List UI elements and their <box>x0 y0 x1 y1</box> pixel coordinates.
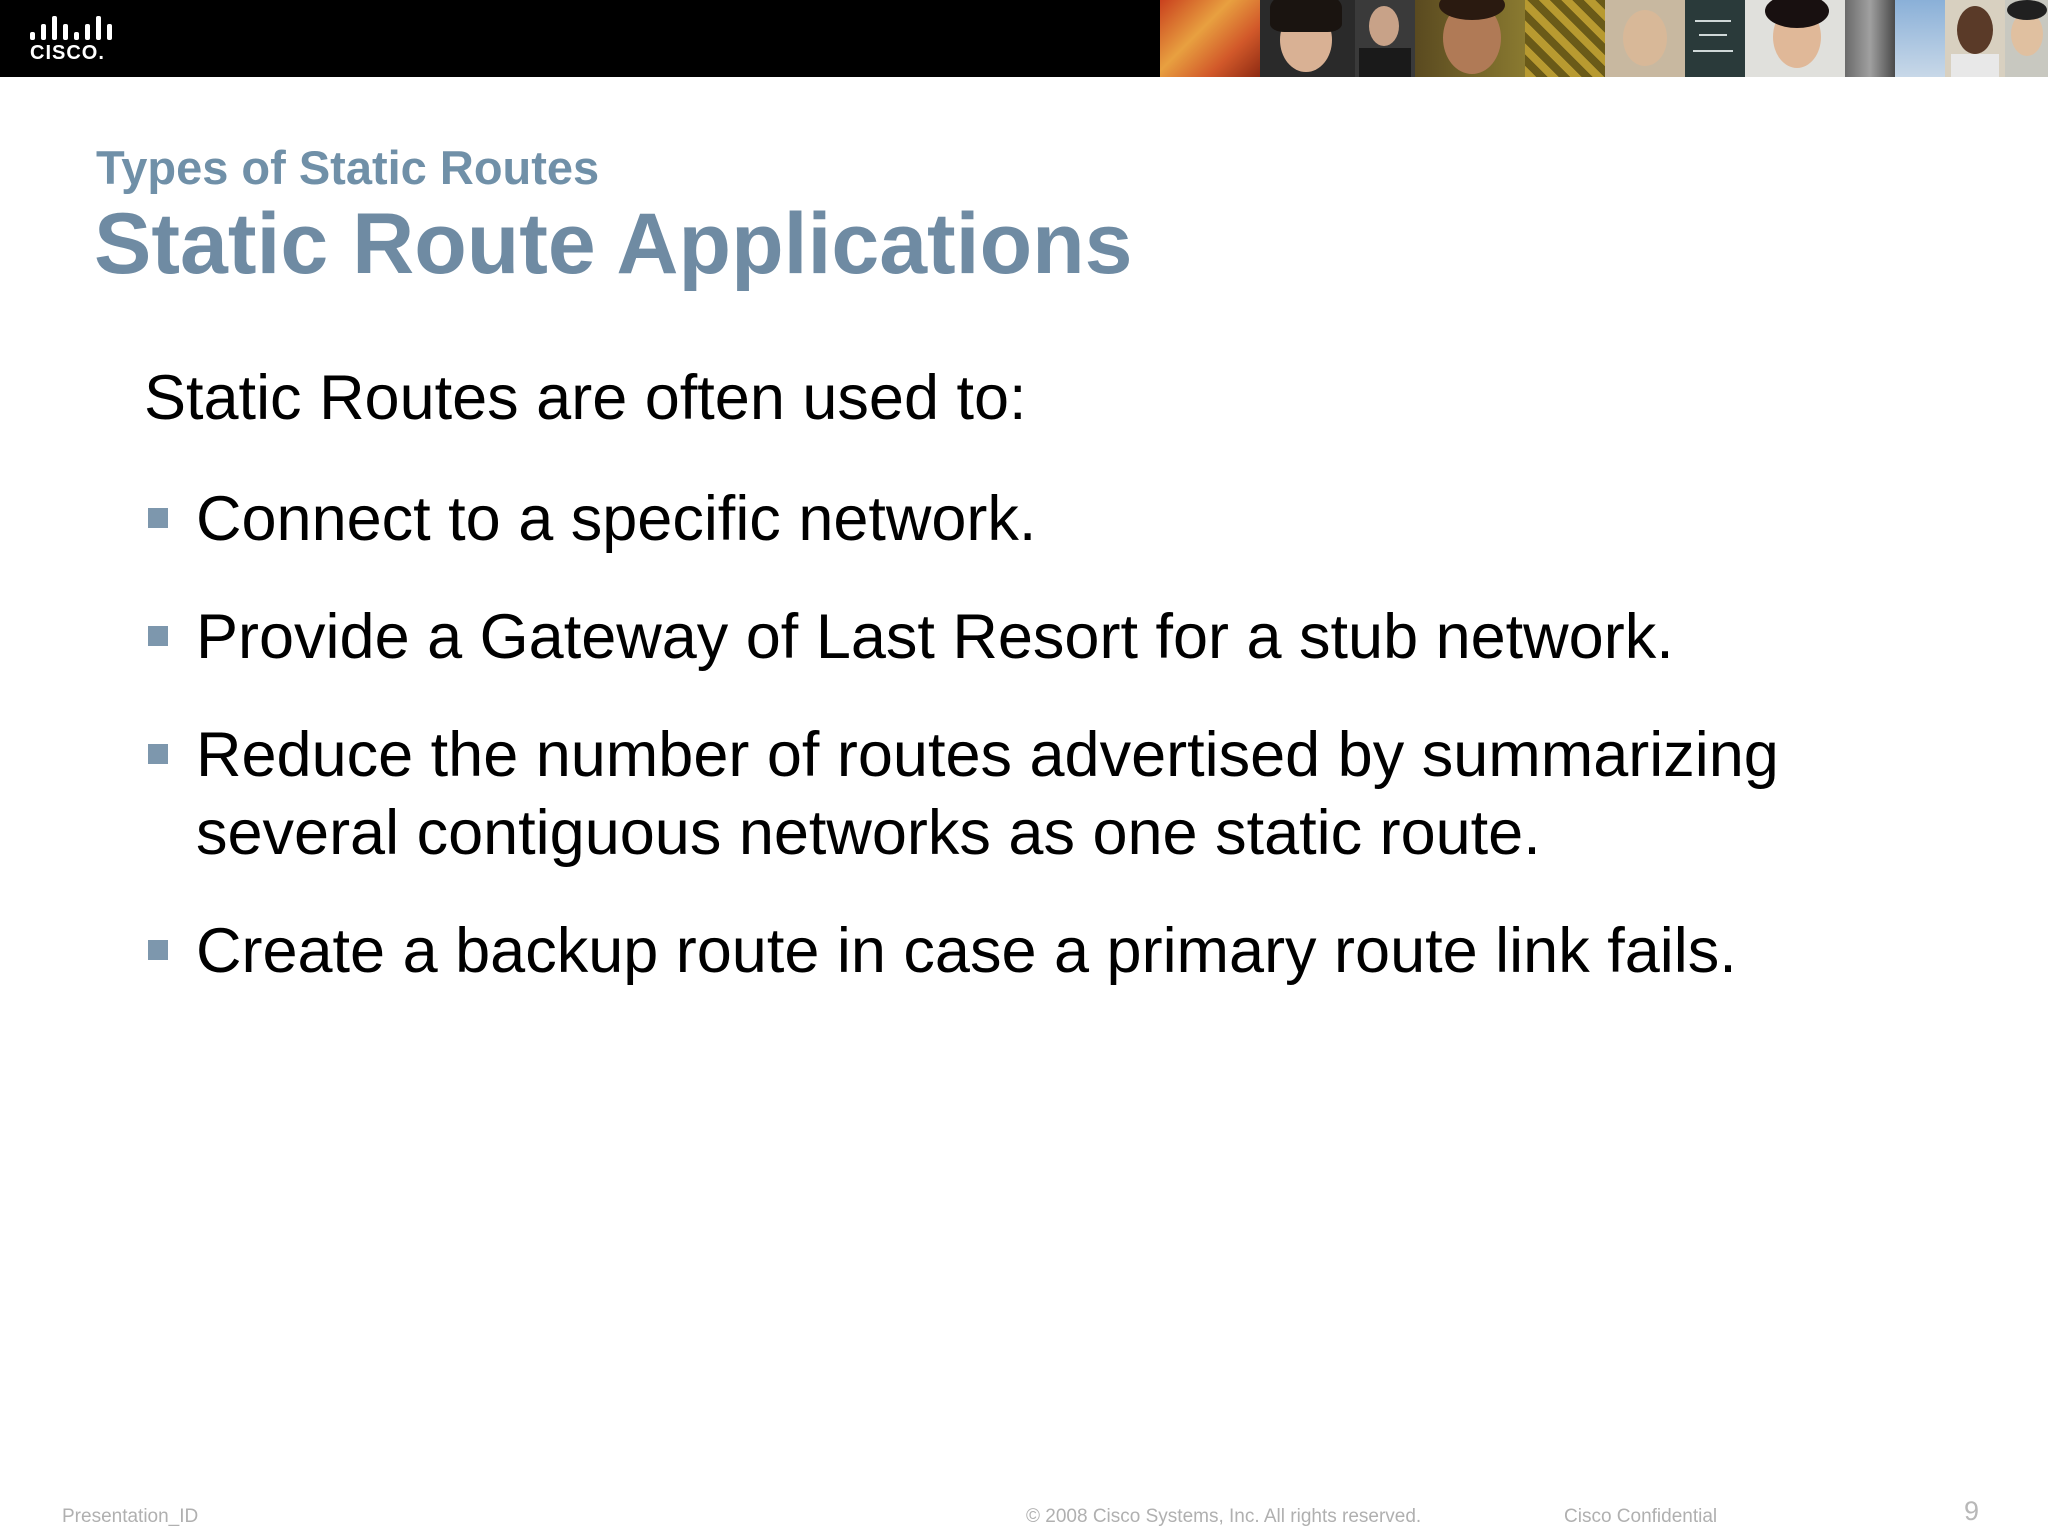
list-item <box>144 598 1904 676</box>
page-number: 9 <box>1964 1496 1980 1526</box>
square-bullet-icon <box>148 508 168 528</box>
photo-headscarf <box>1605 0 1685 77</box>
bullet-list <box>144 480 1904 1030</box>
list-item <box>144 716 1904 872</box>
cisco-bridge-icon <box>30 14 114 40</box>
intro-text: Static Routes are often used to: <box>144 363 1027 433</box>
slide-title: Static Route Applications <box>94 196 1133 292</box>
photo-yellow-pattern <box>1525 0 1605 77</box>
list-item <box>144 912 1904 990</box>
list-item <box>144 480 1904 558</box>
photo-man-cap <box>2005 0 2048 77</box>
photo-sky <box>1895 0 1945 77</box>
square-bullet-icon <box>148 940 168 960</box>
photo-asian-woman <box>1745 0 1845 77</box>
photo-woman <box>1260 0 1355 77</box>
header-bar <box>0 0 2048 77</box>
header-photo-strip <box>1160 0 2048 77</box>
photo-building <box>1845 0 1895 77</box>
bullet-text: Provide a Gateway of Last Resort for a stub network. <box>196 602 1674 672</box>
photo-chalkboard <box>1685 0 1745 77</box>
square-bullet-icon <box>148 744 168 764</box>
logo-text: CISCO. <box>30 42 105 64</box>
photo-young-man <box>1415 0 1525 77</box>
bullet-text: Reduce the number of routes advertised by summarizing several contiguous networks as one static route. <box>196 720 1779 868</box>
square-bullet-icon <box>148 626 168 646</box>
bullet-text: Connect to a specific network. <box>196 484 1037 554</box>
photo-abstract <box>1160 0 1260 77</box>
cisco-logo <box>30 14 120 64</box>
photo-dark-man <box>1945 0 2005 77</box>
footer-presentation-id: Presentation_ID <box>62 1506 199 1527</box>
footer-copyright: © 2008 Cisco Systems, Inc. All rights reserved. <box>1026 1506 1422 1527</box>
section-title: Types of Static Routes <box>96 141 600 194</box>
footer-confidential: Cisco Confidential <box>1564 1506 1718 1527</box>
bullet-text: Create a backup route in case a primary route link fails. <box>196 916 1737 986</box>
photo-man-suit <box>1355 0 1415 77</box>
